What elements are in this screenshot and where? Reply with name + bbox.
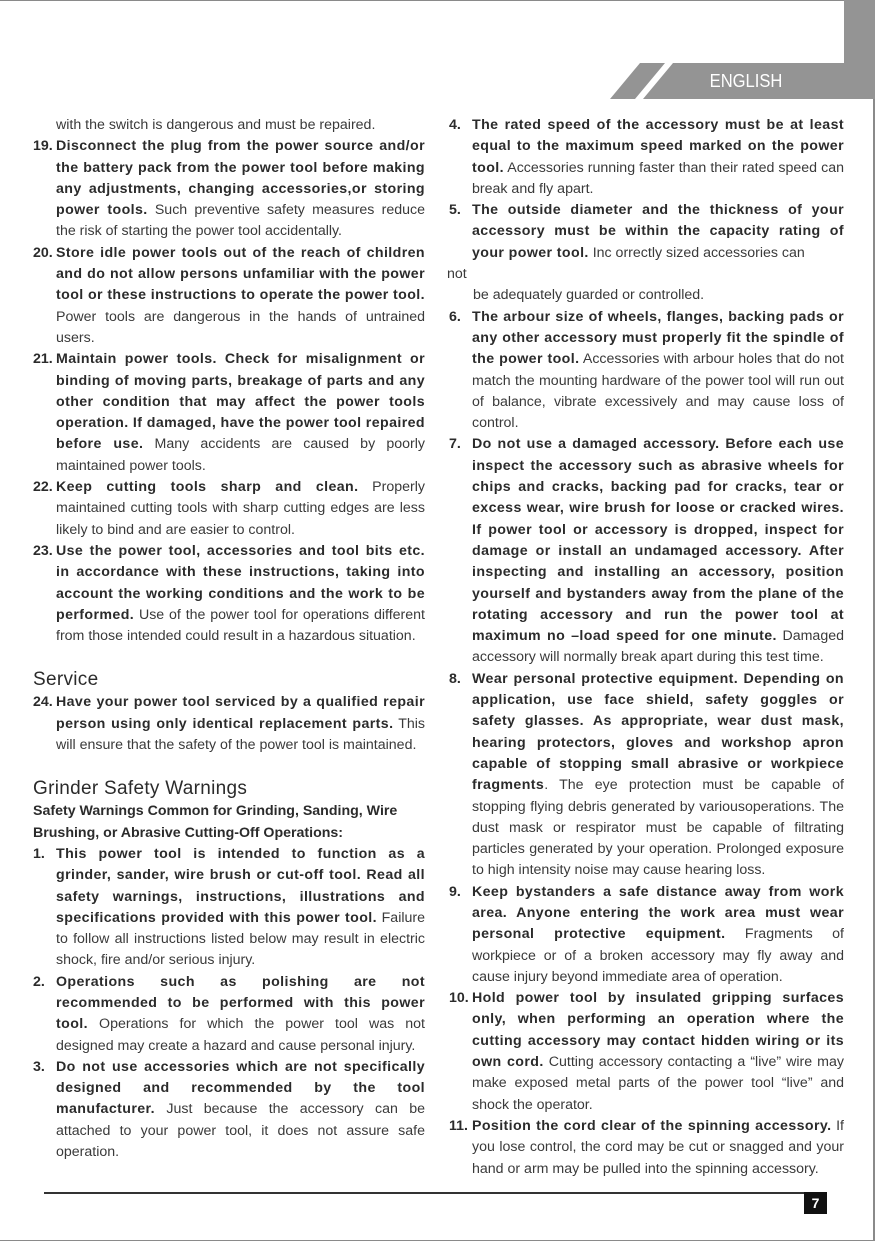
item-body-text: Use of the power tool for operations different from those intended could result in a hazardous situation.: [56, 606, 425, 645]
list-item: [449, 200, 844, 264]
item-bold-text: The arbour size of wheels, flanges, backing pads or any other accessory must properly fit the spindle of the power tool.: [472, 308, 844, 368]
item-body-text: Fragments of workpiece or of a broken accessory may fly away and cause injury beyond immediate area of operation.: [472, 926, 844, 985]
item-body-text: Just because the accessory can be attached to your power tool, it does not assure safe operation.: [56, 1101, 425, 1161]
item-number: 9.: [449, 883, 461, 900]
item-bold-text: Keep bystanders a safe distance away from work area. Anyone entering the work area must wear personal protective equipment.: [472, 883, 844, 943]
item-bold-text: Hold power tool by insulated gripping surfaces only, when performing an operation where the cutting accessory may contact hidden wiring or its own cord.: [472, 990, 844, 1071]
list-item: [449, 115, 844, 200]
item-number: 4.: [449, 117, 461, 133]
item-number: 11.: [449, 1117, 468, 1134]
item-body-text: Cutting accessory contacting a “live” wire may make exposed metal parts of the power tool “live” and shock the operator.: [472, 1054, 844, 1113]
item-body-text: . The eye protection must be capable of stopping flying debris generated by variousoperations. The dust mask or respirator must be capable of filtrating particles generated by your operation. Prolonged exposure to high intensity noise may cause hearing loss.: [472, 777, 844, 879]
service-list: [33, 692, 425, 756]
orphan-word: not: [447, 266, 467, 283]
item-bold-text: Position the cord clear of the spinning accessory.: [472, 1117, 832, 1134]
page-border-top: [0, 0, 875, 1]
item-bold-text: Wear personal protective equipment. Depending on application, use face shield, safety goggles or safety glasses. As appropriate, wear dust mask, hearing protectors, gloves and workshop apron capable of stopping small abrasive or workpiece fragments: [472, 670, 844, 794]
general-safety-list: [33, 136, 425, 647]
item-number: 8.: [449, 670, 461, 687]
item-number: 19.: [33, 138, 53, 155]
left-column: [33, 115, 425, 1163]
list-item: [33, 972, 425, 1057]
item-bold-text: Disconnect the plug from the power source and/or the battery pack from the power tool before making any adjustments, changing accessories,or storing power tools.: [56, 138, 425, 219]
grinder-subheading: Safety Warnings Common for Grinding, Sanding, Wire Brushing, or Abrasive Cutting-Off Operations:: [33, 803, 398, 841]
item-body-text: Accessories running faster than their rated speed can break and fly apart.: [472, 159, 844, 197]
list-item: [33, 349, 425, 477]
right-column: [449, 115, 844, 1180]
list-item: [33, 1057, 425, 1163]
item-body-text: Inc orrectly sized accessories can: [588, 244, 805, 261]
item-number: 20.: [33, 244, 53, 261]
list-item: [33, 136, 425, 242]
item-number: 23.: [33, 542, 53, 559]
item-body-text: Operations for which the power tool was not designed may create a hazard and cause personal injury.: [56, 1016, 425, 1054]
item-bold-text: The outside diameter and the thickness of your accessory must be within the capacity rating of your power tool.: [472, 202, 844, 261]
item-bold-text: Store idle power tools out of the reach of children and do not allow persons unfamiliar with the power tool or these instructions to operate the power tool.: [56, 244, 425, 304]
item-continuation-text: be adequately guarded or controlled.: [473, 287, 705, 304]
grinder-safety-list: [33, 844, 425, 1163]
list-item: [33, 541, 425, 647]
item-number: 21.: [33, 351, 53, 368]
list-item: [449, 988, 844, 1116]
list-item: [449, 434, 844, 668]
item-number: 22.: [33, 479, 53, 496]
item-number: 6.: [449, 308, 461, 325]
item-body-text: Such preventive safety measures reduce the risk of starting the power tool accidentally.: [56, 202, 425, 240]
list-item: [33, 692, 425, 756]
list-item: [449, 882, 844, 988]
item-number: 1.: [33, 845, 45, 862]
item-bold-text: Do not use accessories which are not specifically designed and recommended by the tool manufacturer.: [56, 1058, 425, 1118]
item-body-text: Accessories with arbour holes that do not match the mounting hardware of the power tool will run out of balance, vibrate excessively and may cause loss of control.: [472, 351, 844, 432]
item-number: 10.: [449, 990, 469, 1007]
list-item: [449, 669, 844, 882]
item-number: 3.: [33, 1058, 45, 1075]
item-body-text: If you lose control, the cord may be cut or snagged and your hand or arm may be pulled into the spinning accessory.: [472, 1117, 844, 1177]
grinder-heading: Grinder Safety Warnings: [33, 778, 248, 800]
item-number: 2.: [33, 973, 45, 990]
item-bold-text: Operations such as polishing are not recommended to be performed with this power tool.: [56, 973, 425, 1033]
list-item: [449, 1116, 844, 1180]
item-bold-text: Have your power tool serviced by a qualified repair person using only identical replacement parts.: [56, 694, 425, 732]
item-bold-text: The rated speed of the accessory must be at least equal to the maximum speed marked on the power tool.: [472, 117, 844, 176]
list-item: [449, 307, 844, 435]
item-bold-text: This power tool is intended to function as a grinder, sander, wire brush or cut-off tool. Read all safety warnings, instructions, illustrations and specifications provided with this power tool.: [56, 845, 425, 926]
item-number: 7.: [449, 436, 461, 453]
item-bold-text: Do not use a damaged accessory. Before each use inspect the accessory such as abrasive wheels for chips and cracks, backing pad for cracks, tear or excess wear, wire brush for loose or cracked wires. If power tool or accessory is dropped, inspect for damage or install an undamaged accessory. After inspecting and installing an accessory, position yourself and bystanders away from the plane of the rotating accessory and run the power tool at maximum no –load speed for one minute.: [472, 436, 844, 645]
language-label: ENGLISH: [709, 71, 783, 91]
item-number: 5.: [449, 202, 461, 219]
item-body-text: Failure to follow all instructions listed below may result in electric shock, fire and/or serious injury.: [56, 909, 425, 969]
carryover-text: with the switch is dangerous and must be repaired.: [56, 117, 376, 133]
footer-rule: [44, 1192, 804, 1194]
item-body-text: Damaged accessory will normally break apart during this test time.: [472, 628, 844, 666]
service-heading: Service: [33, 669, 99, 691]
item-body-text: Power tools are dangerous in the hands of untrained users.: [56, 308, 425, 346]
item-body-text: This will ensure that the safety of the power tool is maintained.: [56, 715, 425, 754]
page-number: 7: [804, 1192, 827, 1214]
item-body-text: Many accidents are caused by poorly maintained power tools.: [56, 436, 425, 474]
item-bold-text: Keep cutting tools sharp and clean.: [56, 479, 359, 496]
item-number: 24.: [33, 694, 53, 711]
list-item: [33, 477, 425, 541]
item-body-text: Properly maintained cutting tools with sharp cutting edges are less likely to bind and are easier to control.: [56, 479, 425, 538]
list-item: [33, 243, 425, 349]
list-item: [33, 844, 425, 972]
item-bold-text: Use the power tool, accessories and tool bits etc. in accordance with these instructions, taking into account the working conditions and the work to be performed.: [56, 542, 425, 623]
grinder-safety-list-continued: [449, 115, 844, 1180]
item-bold-text: Maintain power tools. Check for misalignment or binding of moving parts, breakage of parts and any other condition that may affect the power tools operation. If damaged, have the power tool repaired before use.: [56, 351, 425, 453]
